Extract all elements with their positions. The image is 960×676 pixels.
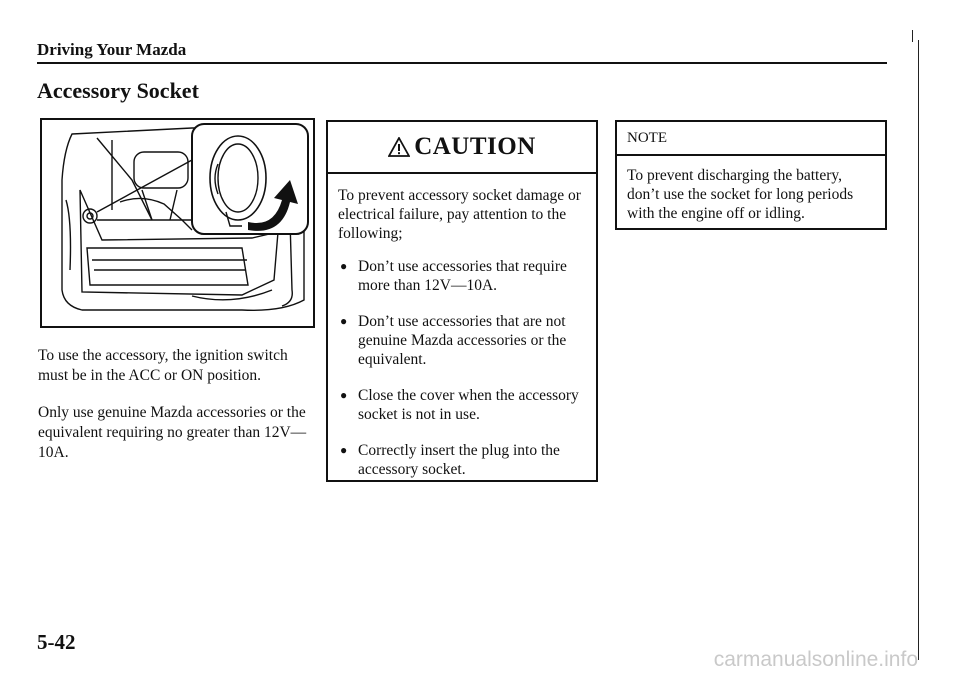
caution-item (338, 441, 586, 479)
running-header: Driving Your Mazda (37, 40, 187, 59)
note-box (615, 120, 887, 230)
note-text: To prevent discharging the battery, don’t use the socket for long periods with the engine off or idling. (627, 167, 854, 222)
caution-item (338, 257, 586, 295)
bullet-icon: ● (340, 388, 348, 402)
caution-item-text: Don’t use accessories that require more than 12V—10A. (358, 258, 567, 294)
caution-title: CAUTION (414, 133, 536, 160)
genuine-accessory-instruction: Only use genuine Mazda accessories or the equivalent requiring no greater than 12V—10A. (38, 404, 307, 461)
bullet-icon: ● (340, 443, 348, 457)
caution-list (338, 257, 586, 479)
warning-triangle-icon (388, 137, 410, 157)
page-edge-line (918, 40, 919, 660)
section-title: Accessory Socket (37, 78, 199, 103)
header-rule (37, 62, 887, 64)
site-watermark: carmanualsonline.info (713, 648, 918, 671)
accessory-socket-illustration (40, 118, 315, 328)
caution-intro: To prevent accessory socket damage or electrical failure, pay attention to the following; (338, 187, 581, 242)
cargo-area-drawing (42, 120, 313, 326)
note-header: NOTE (617, 122, 885, 156)
bullet-icon: ● (340, 314, 348, 328)
caution-item-text: Don’t use accessories that are not genuine Mazda accessories or the equivalent. (358, 313, 567, 368)
caution-item (338, 386, 586, 424)
page-edge-tick (912, 30, 914, 42)
ignition-instruction: To use the accessory, the ignition switch must be in the ACC or ON position. (38, 347, 288, 384)
caution-item-text: Correctly insert the plug into the accessory socket. (358, 442, 560, 478)
caution-item (338, 312, 586, 369)
page-number: 5-42 (37, 630, 76, 654)
caution-box (326, 120, 598, 482)
bullet-icon: ● (340, 259, 348, 273)
caution-header (328, 122, 596, 174)
caution-item-text: Close the cover when the accessory socket is not in use. (358, 387, 579, 423)
